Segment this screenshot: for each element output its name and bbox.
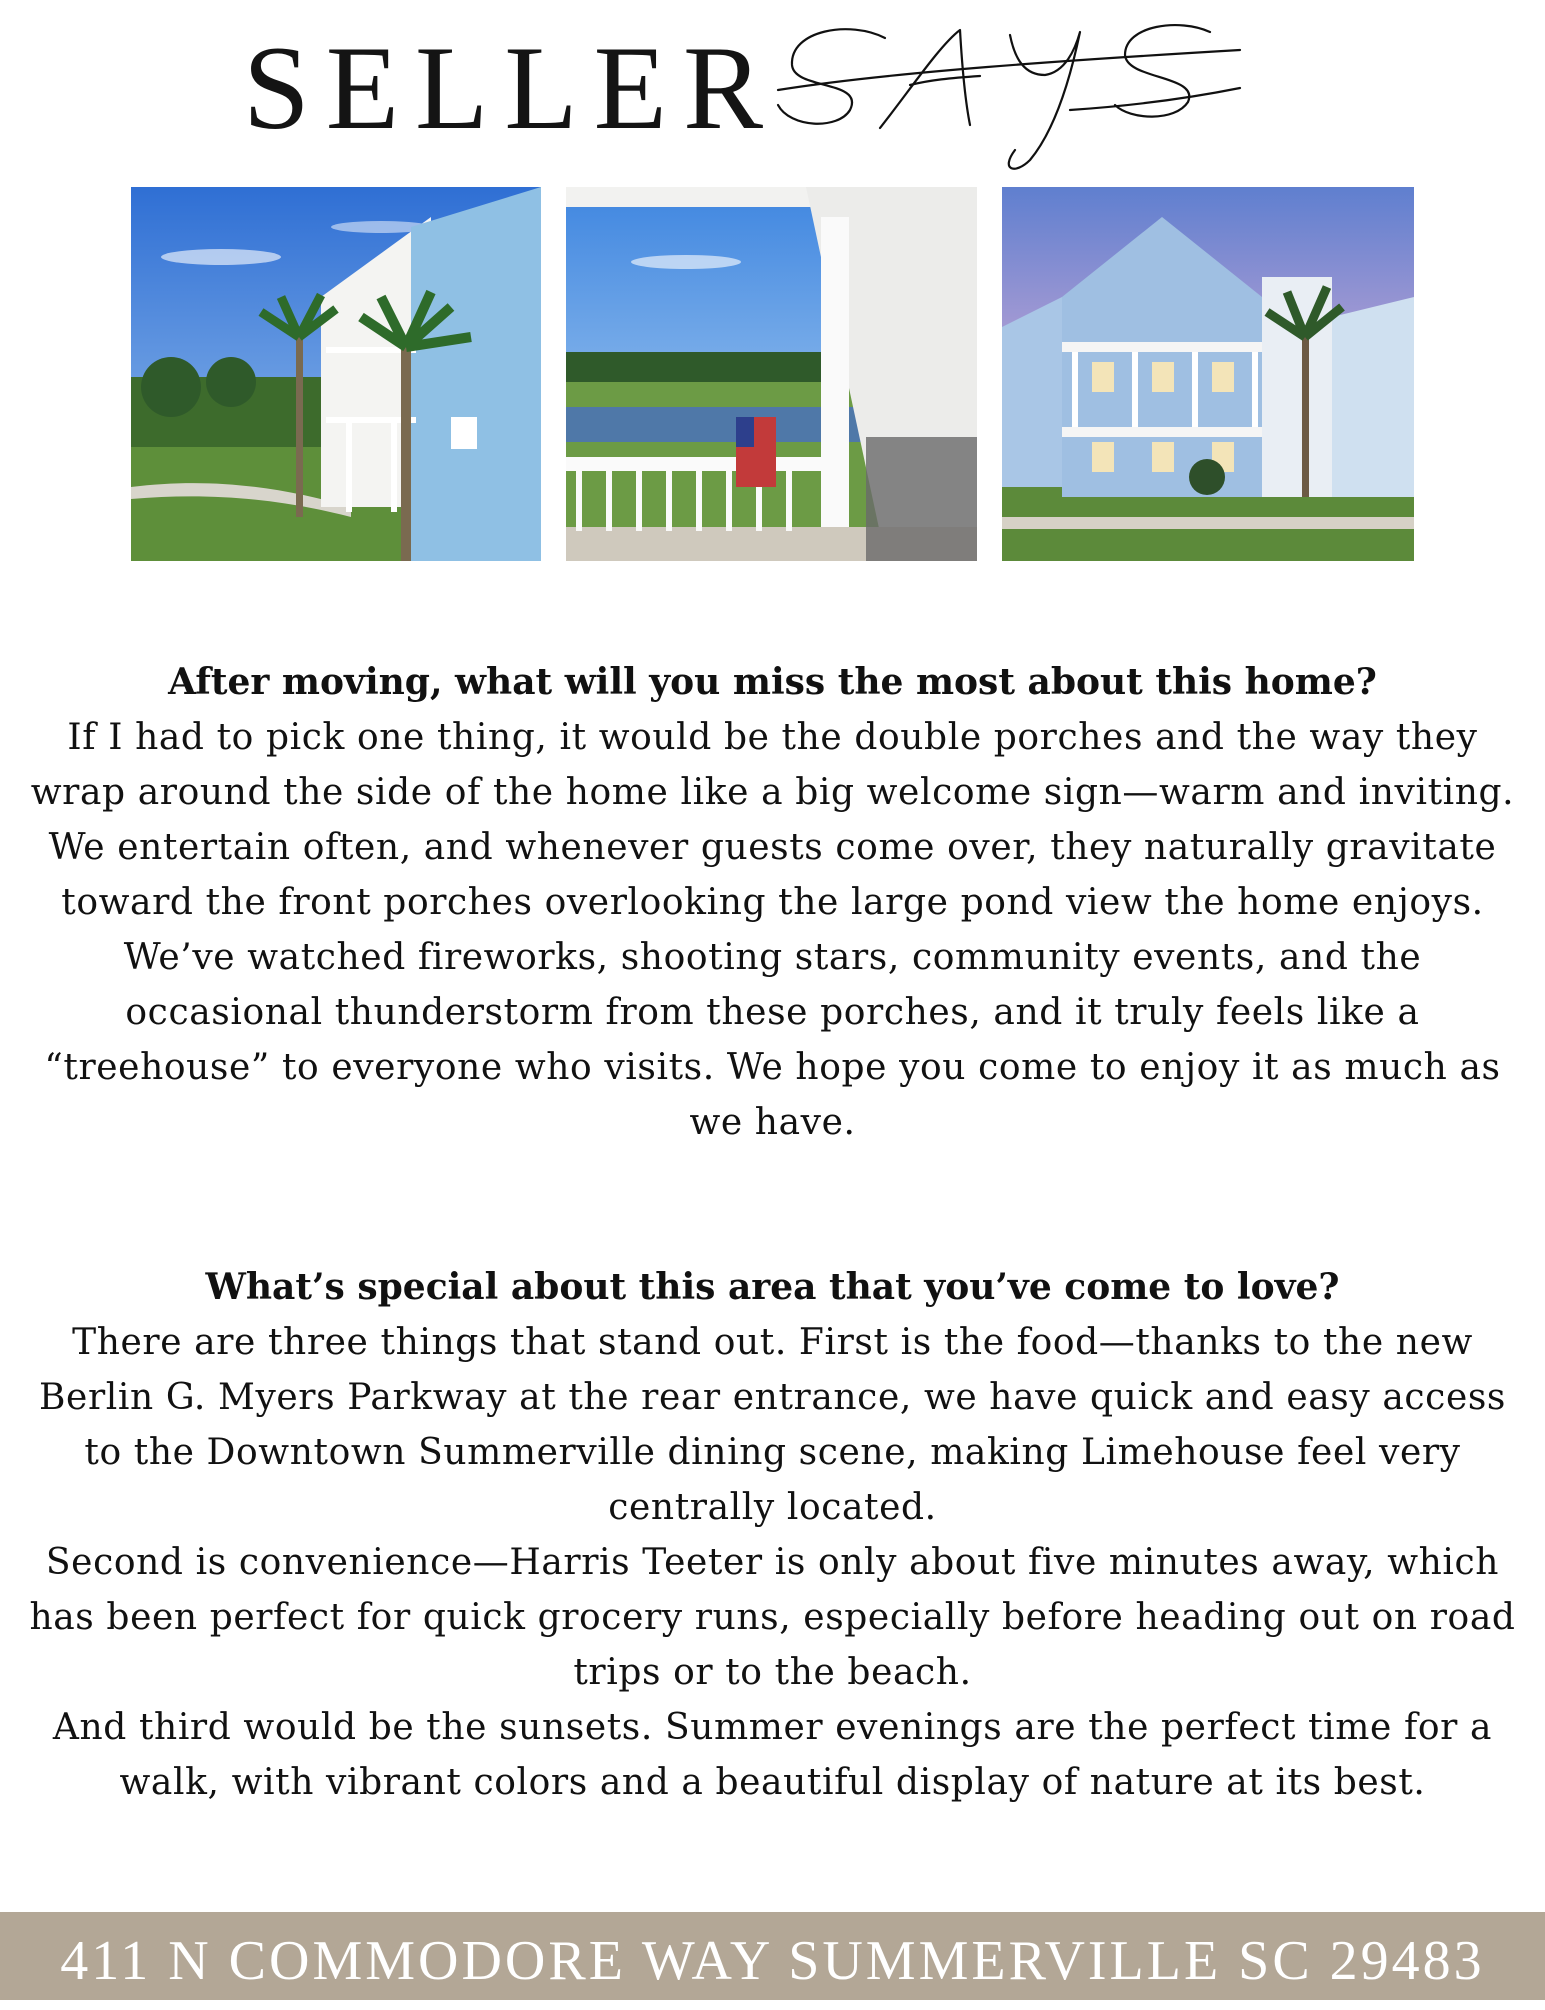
qa-section-miss-home (24, 655, 1521, 1150)
answer-paragraph: And third would be the sunsets. Summer evenings are the perfect time for a walk, with vibrant colors and a beautiful display of nature at its best. (52, 1707, 1493, 1803)
answer-paragraph: There are three things that stand out. First is the food—thanks to the new Berlin G. Myers Parkway at the rear entrance, we have quick and easy access to the Downtown Summerville dining scene, making Limehouse feel very centrally located. (39, 1322, 1506, 1528)
qa-section-area (24, 1260, 1521, 1810)
house-front-dusk-photo (1002, 187, 1414, 561)
property-address: 411 N COMMODORE WAY SUMMERVILLE SC 29483 (60, 1930, 1485, 1992)
photo-strip (131, 187, 1414, 561)
question-miss-home: After moving, what will you miss the most about this home? (168, 661, 1377, 703)
page-header (0, 0, 1545, 180)
title-seller: SELLER (243, 21, 779, 154)
porch-pond-photo (566, 187, 977, 561)
seller-qa (24, 655, 1521, 1810)
answer-paragraph: Second is convenience—Harris Teeter is only about five minutes away, which has been perfect for quick grocery runs, especially before heading out on road trips or to the beach. (29, 1542, 1516, 1693)
question-area: What’s special about this area that you’ve come to love? (205, 1266, 1340, 1308)
answer-paragraph: We’ve watched fireworks, shooting stars, community events, and the occasional thunderstorm from these porches, and it truly feels like a “treehouse” to everyone who visits. We hope you come to enjoy it as much as we have. (44, 937, 1501, 1143)
answer-paragraph: If I had to pick one thing, it would be the double porches and the way they wrap around the side of the home like a big welcome sign—warm and inviting. We entertain often, and whenever guests come over, they naturally gravitate toward the front porches overlooking the large pond view the home enjoys. (30, 717, 1515, 923)
house-side-photo (131, 187, 541, 561)
address-banner (0, 1912, 1545, 2000)
title-says-script (770, 10, 1250, 180)
